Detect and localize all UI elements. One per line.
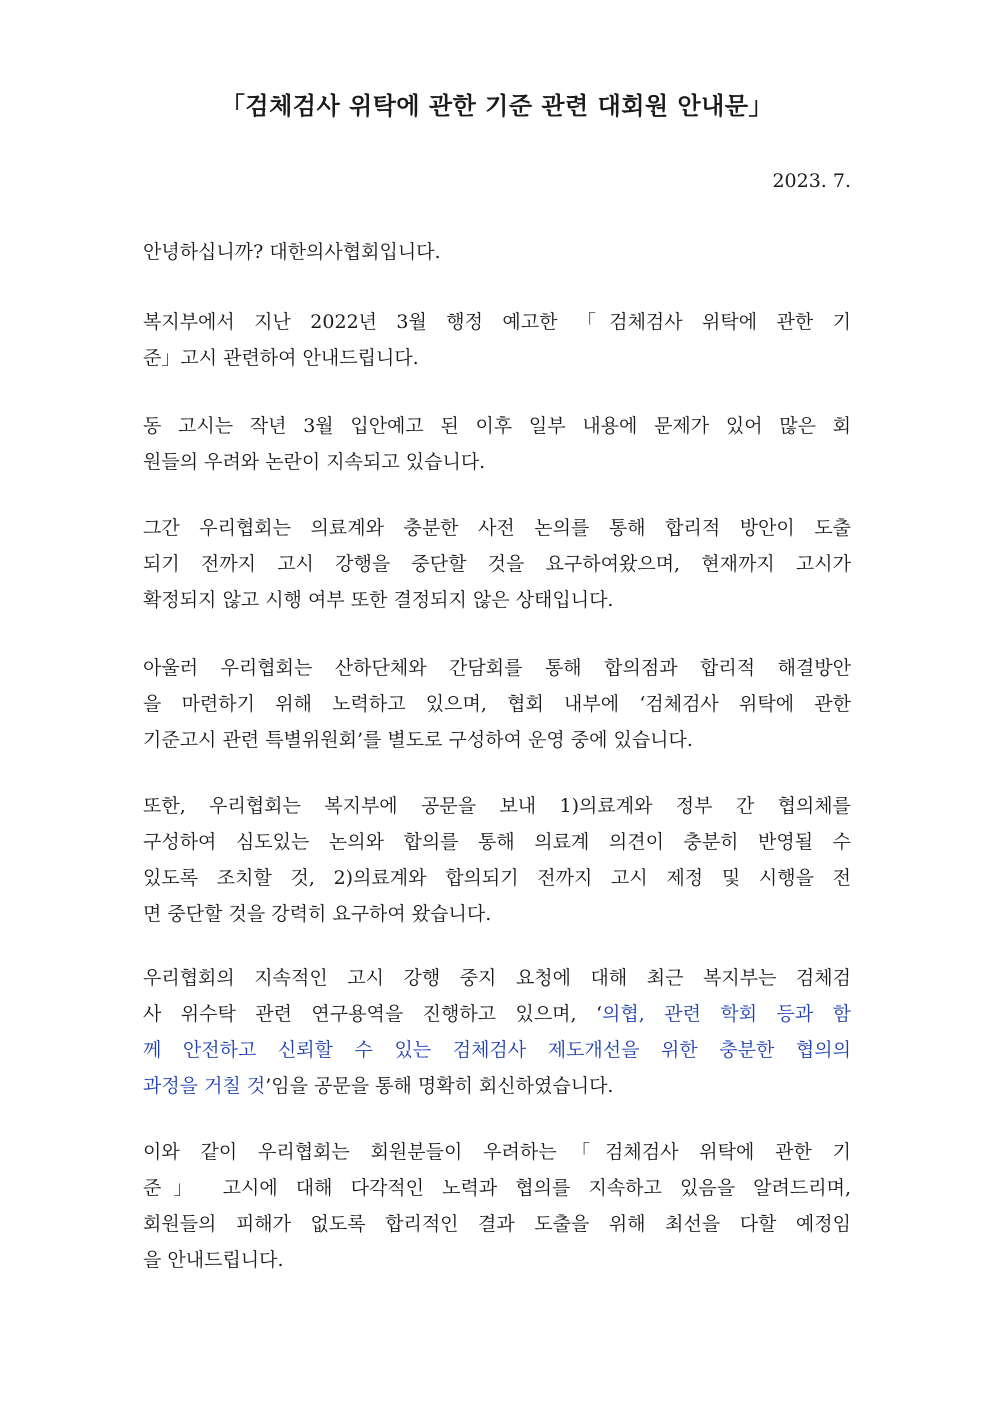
paragraph-controversy [143, 408, 851, 480]
paragraph-line: 있도록 조치할 것, 2)의료계와 합의되기 전까지 고시 제정 및 시행을 전 [143, 867, 851, 889]
paragraph-line: 아울러 우리협회는 산하단체와 간담회를 통해 합의점과 합리적 해결방안 [143, 657, 851, 679]
highlighted-quote: 의협, 관련 학회 등과 함 [602, 1003, 851, 1025]
document-title: 「검체검사 위탁에 관한 기준 관련 대회원 안내문」 [220, 92, 774, 120]
highlighted-quote: 과정을 거칠 것 [143, 1075, 266, 1097]
highlighted-quote: 께 안전하고 신뢰할 수 있는 검체검사 제도개선을 위한 충분한 협의의 [143, 1039, 851, 1061]
paragraph-special-committee [143, 650, 851, 758]
paragraph-line: 준」고시 관련하여 안내드립니다. [143, 347, 419, 369]
paragraph-line: 이와 같이 우리협회는 회원분들이 우려하는「검체검사 위탁에 관한 기 [143, 1141, 851, 1163]
paragraph-line: 회원들의 피해가 없도록 합리적인 결과 도출을 위해 최선을 다할 예정임 [143, 1213, 851, 1235]
paragraph-line: 기준고시 관련 특별위원회’를 별도로 구성하여 운영 중에 있습니다. [143, 729, 693, 751]
paragraph-greeting [143, 234, 851, 270]
paragraph-line [143, 996, 851, 1032]
paragraph-line: 준」 고시에 대해 다각적인 노력과 협의를 지속하고 있음을 알려드리며, [143, 1177, 851, 1199]
paragraph-line: 우리협회의 지속적인 고시 강행 중지 요청에 대해 최근 복지부는 검체검 [143, 967, 851, 989]
reply-text: ’임을 공문을 통해 명확히 회신하였습니다. [265, 1075, 614, 1097]
paragraph-line: 면 중단할 것을 강력히 요구하여 왔습니다. [143, 903, 492, 925]
document-date: 2023. 7. [772, 170, 851, 192]
paragraph-line: 안녕하십니까? 대한의사협회입니다. [143, 241, 441, 263]
paragraph-line [143, 1068, 851, 1104]
paragraph-closing [143, 1134, 851, 1278]
paragraph-official-letter [143, 788, 851, 932]
paragraph-line: 확정되지 않고 시행 여부 또한 결정되지 않은 상태입니다. [143, 589, 614, 611]
paragraph-line: 복지부에서 지난 2022년 3월 행정 예고한 「검체검사 위탁에 관한 기 [143, 311, 851, 333]
paragraph-association-request [143, 510, 851, 618]
paragraph-ministry-reply [143, 960, 851, 1104]
paragraph-line: 을 마련하기 위해 노력하고 있으며, 협회 내부에 ‘검체검사 위탁에 관한 [143, 693, 851, 715]
paragraph-line: 되기 전까지 고시 강행을 중단할 것을 요구하여왔으며, 현재까지 고시가 [143, 553, 851, 575]
reply-text: 사 위수탁 관련 연구용역을 진행하고 있으며, ‘ [143, 1003, 603, 1025]
paragraph-line: 그간 우리협회는 의료계와 충분한 사전 논의를 통해 합리적 방안이 도출 [143, 517, 851, 539]
paragraph-line: 또한, 우리협회는 복지부에 공문을 보내 1)의료계와 정부 간 협의체를 [143, 795, 851, 817]
paragraph-line: 을 안내드립니다. [143, 1249, 284, 1271]
paragraph-line: 원들의 우려와 논란이 지속되고 있습니다. [143, 451, 486, 473]
paragraph-line: 동 고시는 작년 3월 입안예고 된 이후 일부 내용에 문제가 있어 많은 회 [143, 415, 851, 437]
paragraph-notice-intro [143, 304, 851, 376]
paragraph-line: 구성하여 심도있는 논의와 합의를 통해 의료계 의견이 충분히 반영될 수 [143, 831, 851, 853]
